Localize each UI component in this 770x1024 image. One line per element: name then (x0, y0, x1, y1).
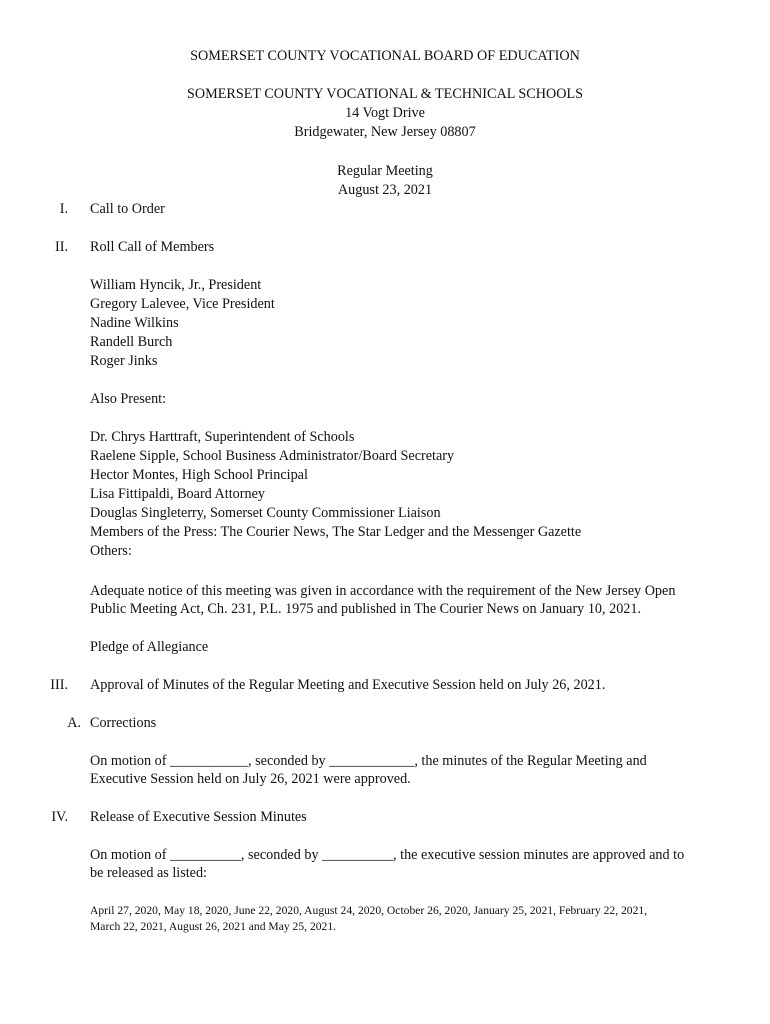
section-title: Roll Call of Members (90, 239, 215, 255)
member-line: Randell Burch (90, 334, 173, 350)
section-number: I. (59, 201, 68, 217)
board-title: SOMERSET COUNTY VOCATIONAL BOARD OF EDUCATION (190, 48, 580, 64)
subsection-number: A. (67, 715, 81, 731)
pledge-line: Pledge of Allegiance (90, 639, 209, 655)
attendee-line: Douglas Singleterry, Somerset County Commissioner Liaison (90, 505, 441, 521)
motion-line: be released as listed: (90, 865, 207, 881)
minutes-dates-line: April 27, 2020, May 18, 2020, June 22, 2020, August 24, 2020, October 26, 2020, January 25, 2021, February 22, 2021, (90, 904, 648, 917)
attendee-line: Lisa Fittipaldi, Board Attorney (90, 486, 265, 502)
attendee-line: Others: (90, 543, 132, 559)
attendee-line: Raelene Sipple, School Business Administrator/Board Secretary (90, 448, 455, 464)
minutes-dates-line: March 22, 2021, August 26, 2021 and May 25, 2021. (90, 920, 337, 933)
motion-line: On motion of ___________, seconded by ____________, the minutes of the Regular Meeting and (90, 753, 647, 769)
section-number: IV. (51, 809, 68, 825)
member-line: Nadine Wilkins (90, 315, 179, 331)
motion-line: Executive Session held on July 26, 2021 were approved. (90, 771, 411, 787)
section-title: Release of Executive Session Minutes (90, 809, 307, 825)
section-number: III. (50, 677, 68, 693)
also-present-label: Also Present: (90, 391, 167, 407)
schools-title: SOMERSET COUNTY VOCATIONAL & TECHNICAL SCHOOLS (186, 86, 584, 102)
street-address: 14 Vogt Drive (345, 105, 425, 121)
section-number: II. (55, 239, 68, 255)
notice-line: Public Meeting Act, Ch. 231, P.L. 1975 and published in The Courier News on January 10, 2021. (90, 601, 642, 617)
city-address: Bridgewater, New Jersey 08807 (294, 124, 476, 140)
subsection-title: Corrections (90, 715, 157, 731)
attendee-line: Members of the Press: The Courier News, The Star Ledger and the Messenger Gazette (90, 524, 582, 540)
member-line: William Hyncik, Jr., President (90, 277, 262, 293)
motion-line: On motion of __________, seconded by __________, the executive session minutes are approved and to (90, 847, 685, 863)
meeting-date: August 23, 2021 (337, 182, 433, 198)
member-line: Gregory Lalevee, Vice President (90, 296, 275, 312)
attendee-line: Dr. Chrys Harttraft, Superintendent of Schools (90, 429, 355, 445)
notice-line: Adequate notice of this meeting was given in accordance with the requirement of the New Jersey Open (90, 583, 676, 599)
meeting-type: Regular Meeting (337, 163, 433, 179)
section-title: Call to Order (90, 201, 165, 217)
member-line: Roger Jinks (90, 353, 158, 369)
section-title: Approval of Minutes of the Regular Meeting and Executive Session held on July 26, 2021. (90, 677, 606, 693)
attendee-line: Hector Montes, High School Principal (90, 467, 308, 483)
